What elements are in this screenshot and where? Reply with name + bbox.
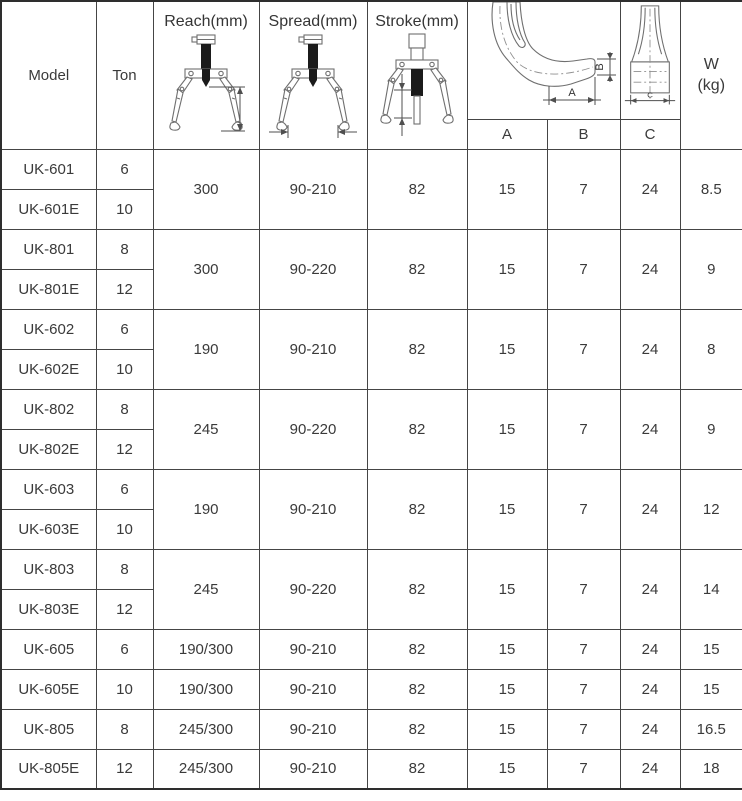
dim-b-cell: 7 [547,309,620,389]
stroke-cell: 82 [367,229,467,309]
table-row [1,149,742,189]
dim-a-cell: 15 [467,549,547,629]
spread-cell: 90-220 [259,549,367,629]
dim-c-cell: 24 [620,229,680,309]
dim-a-cell: 15 [467,469,547,549]
dim-c-cell: 24 [620,389,680,469]
dim-b-cell: 7 [547,389,620,469]
table-row [1,749,742,789]
dim-a-cell: 15 [467,629,547,669]
dim-b-cell: 7 [547,669,620,709]
reach-cell: 245/300 [153,749,259,789]
model-cell: UK-805 [1,709,96,749]
model-cell: UK-802 [1,389,96,429]
dim-c-cell: 24 [620,469,680,549]
header-ab-diagram-cell [467,1,620,119]
header-stroke [367,1,467,149]
weight-cell: 8 [680,309,742,389]
weight-cell: 9 [680,229,742,309]
model-cell: UK-603E [1,509,96,549]
header-row [1,1,742,119]
model-cell: UK-801 [1,229,96,269]
subheader-b: B [547,119,620,149]
model-cell: UK-601 [1,149,96,189]
header-spread-label: Spread(mm) [268,13,358,31]
stroke-cell: 82 [367,749,467,789]
dim-a-cell: 15 [467,669,547,709]
reach-cell: 245 [153,549,259,629]
dim-c-cell: 24 [620,149,680,229]
reach-cell: 300 [153,229,259,309]
weight-cell: 14 [680,549,742,629]
jaw-front-view-diagram [621,4,679,116]
table-row [1,389,742,429]
ton-cell: 6 [96,469,153,509]
dim-c-cell: 24 [620,309,680,389]
dim-c-cell: 24 [620,709,680,749]
weight-cell: 18 [680,749,742,789]
stroke-cell: 82 [367,309,467,389]
spread-cell: 90-210 [259,149,367,229]
stroke-cell: 82 [367,709,467,749]
dim-a-cell: 15 [467,149,547,229]
spread-cell: 90-220 [259,389,367,469]
model-cell: UK-803E [1,589,96,629]
table-row [1,229,742,269]
ton-cell: 8 [96,709,153,749]
spread-cell: 90-210 [259,669,367,709]
ton-cell: 12 [96,749,153,789]
reach-cell: 245 [153,389,259,469]
dim-b-cell: 7 [547,469,620,549]
weight-cell: 15 [680,629,742,669]
spread-cell: 90-210 [259,629,367,669]
header-weight-line2: (kg) [697,77,726,95]
stroke-cell: 82 [367,669,467,709]
model-cell: UK-801E [1,269,96,309]
weight-cell: 12 [680,469,742,549]
header-model: Model [1,1,96,149]
ton-cell: 6 [96,629,153,669]
table-row [1,709,742,749]
table-row [1,669,742,709]
model-cell: UK-602 [1,309,96,349]
stroke-cell: 82 [367,389,467,469]
ton-cell: 12 [96,269,153,309]
stroke-puller-diagram [372,32,462,144]
ton-cell: 8 [96,549,153,589]
dim-b-cell: 7 [547,749,620,789]
weight-cell: 9 [680,389,742,469]
dim-a-cell: 15 [467,709,547,749]
header-weight [680,1,742,149]
model-cell: UK-803 [1,549,96,589]
dim-c-cell: 24 [620,549,680,629]
ton-cell: 6 [96,309,153,349]
jaw-side-view-diagram [469,2,619,118]
spread-puller-diagram [268,32,358,144]
header-ton: Ton [96,1,153,149]
model-cell: UK-601E [1,189,96,229]
weight-cell: 15 [680,669,742,709]
dim-b-cell: 7 [547,709,620,749]
reach-puller-diagram [161,32,251,144]
ton-cell: 12 [96,429,153,469]
model-cell: UK-802E [1,429,96,469]
spread-cell: 90-210 [259,309,367,389]
ton-cell: 8 [96,229,153,269]
weight-cell: 8.5 [680,149,742,229]
table-row [1,549,742,589]
header-stroke-label: Stroke(mm) [375,13,459,31]
reach-cell: 190 [153,469,259,549]
stroke-cell: 82 [367,629,467,669]
dim-a-cell: 15 [467,749,547,789]
stroke-cell: 82 [367,549,467,629]
dim-c-cell: 24 [620,749,680,789]
stroke-cell: 82 [367,469,467,549]
ton-cell: 10 [96,189,153,229]
header-reach [153,1,259,149]
spread-cell: 90-210 [259,469,367,549]
dim-b-cell: 7 [547,549,620,629]
dim-a-cell: 15 [467,389,547,469]
dim-b-cell: 7 [547,229,620,309]
ton-cell: 8 [96,389,153,429]
model-cell: UK-605E [1,669,96,709]
dim-b-cell: 7 [547,629,620,669]
ton-cell: 10 [96,509,153,549]
table-row [1,629,742,669]
reach-cell: 245/300 [153,709,259,749]
ton-cell: 12 [96,589,153,629]
model-cell: UK-603 [1,469,96,509]
dim-c-cell: 24 [620,629,680,669]
reach-cell: 300 [153,149,259,229]
table-row [1,469,742,509]
header-reach-label: Reach(mm) [164,13,248,31]
dim-b-cell: 7 [547,149,620,229]
reach-cell: 190/300 [153,669,259,709]
ton-cell: 10 [96,669,153,709]
reach-cell: 190 [153,309,259,389]
header-weight-line1: W [703,56,719,74]
stroke-cell: 82 [367,149,467,229]
dim-a-cell: 15 [467,229,547,309]
table-row [1,309,742,349]
reach-cell: 190/300 [153,629,259,669]
ton-cell: 10 [96,349,153,389]
header-spread [259,1,367,149]
spread-cell: 90-210 [259,749,367,789]
dim-b-label: B [593,63,606,71]
header-c-diagram-cell [620,1,680,119]
spread-cell: 90-220 [259,229,367,309]
dim-c-cell: 24 [620,669,680,709]
dim-c-label: C [647,90,653,100]
model-cell: UK-602E [1,349,96,389]
ton-cell: 6 [96,149,153,189]
subheader-a: A [467,119,547,149]
model-cell: UK-605 [1,629,96,669]
subheader-c: C [620,119,680,149]
model-cell: UK-805E [1,749,96,789]
dim-a-label: A [567,87,576,100]
spread-cell: 90-210 [259,709,367,749]
dim-a-cell: 15 [467,309,547,389]
weight-cell: 16.5 [680,709,742,749]
